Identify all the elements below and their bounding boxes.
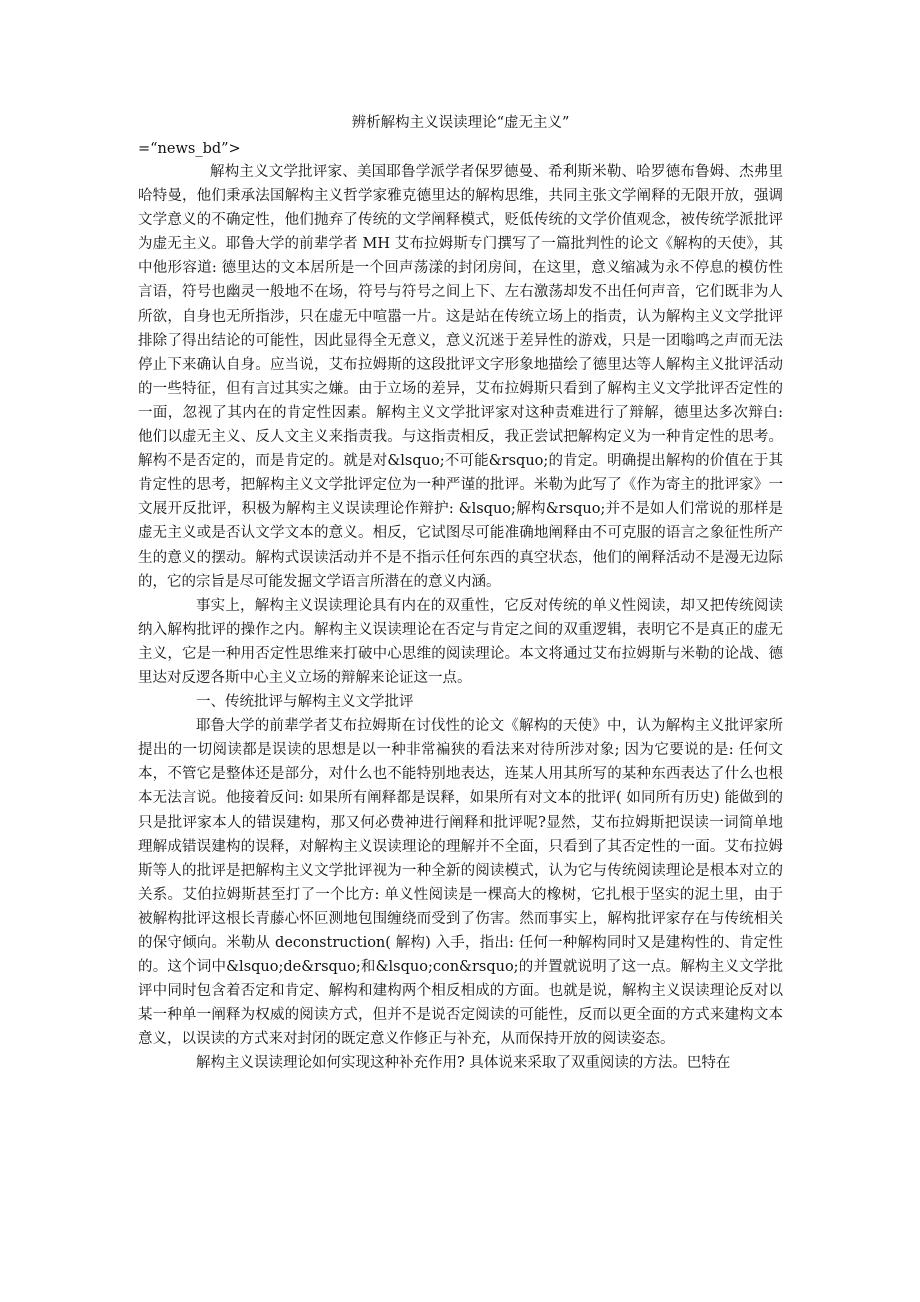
paragraph-4: 解构主义误读理论如何实现这种补充作用? 具体说来采取了双重阅读的方法。巴特在 — [196, 1055, 731, 1072]
document-title: 辨析解构主义误读理论“虚无主义” — [351, 115, 570, 131]
document-page — [138, 112, 783, 1076]
markup-artifact-line: =“news_bd”> — [138, 141, 241, 157]
paragraph-3: 耶鲁大学的前辈学者艾布拉姆斯在讨伐性的论文《解构的天使》中，认为解构主义批评家所提出的一切阅读都是误读的思想是以一种非常褊狭的看法来对待所涉对象; 因为它要说的是: 任何文本，不管它是整体还是部分，对什么也不能特别地表达，连某人用其所写的某种东西表达了什么也根本无法言说。他接着反问: 如果所有阐释都是误释，如果所有对文本的批评( 如同所有历史) 能做到的只是批评家本人的错误建构，那又何必费神进行阐释和批评呢?显然，艾布拉姆斯把误读一词简单地理解成错误建构的误释，对解构主义误读理论的理解并不全面，只看到了其否定性的一面。艾布拉姆斯等人的批评是把解构主义文学批评视为一种全新的阅读模式，认为它与传统阅读理论是根本对立的关系。艾伯拉姆斯甚至打了一个比方: 单义性阅读是一棵高大的橡树，它扎根于坚实的泥土里，由于被解构批评这根长青藤心怀叵测地包围缠绕而受到了伤害。然而事实上，解构批评家存在与传统相关的保守倾向。米勒从 deconstruction( 解构) 入手，指出: 任何一种解构同时又是建构性的、肯定性的。这个词中&lsquo;de&rsquo;和&lsquo;con&rsquo;的并置就说明了这一点。解构主义文学批评中同时包含着否定和肯定、解构和建构两个相反相成的方面。也就是说，解构主义误读理论反对以某一种单一阐释为权威的阅读方式，但并不是说否定阅读的可能性，反而以更全面的方式来建构文本意义，以误读的方式来对封闭的既定意义作修正与补充，从而保持开放的阅读姿态。 — [138, 718, 783, 1048]
section-heading-1: 一、传统批评与解构主义文学批评 — [196, 694, 414, 711]
paragraph-2: 事实上，解构主义误读理论具有内在的双重性，它反对传统的单义性阅读，却又把传统阅读纳入解构批评的操作之内。解构主义误读理论在否定与肯定之间的双重逻辑，表明它不是真正的虚无主义，它是一种用否定性思维来打破中心思维的阅读理论。本文将通过艾布拉姆斯与米勒的论战、德里达对反逻各斯中心主义立场的辩解来论证这一点。 — [138, 597, 783, 686]
paragraph-1: 解构主义文学批评家、美国耶鲁学派学者保罗德曼、希利斯米勒、哈罗德布鲁姆、杰弗里哈特曼，他们秉承法国解构主义哲学家雅克德里达的解构思维，共同主张文学阐释的无限开放，强调文学意义的不确定性，他们抛弃了传统的文学阐释模式，贬低传统的文学价值观念，被传统学派批评为虚无主义。耶鲁大学的前辈学者 MH 艾布拉姆斯专门撰写了一篇批判性的论文《解构的天使》，其中他形容道: 德里达的文本居所是一个回声荡漾的封闭房间，在这里，意义缩减为永不停息的模仿性言语，符号也幽灵一般地不在场，符号与符号之间上下、左右激荡却发不出任何声音，它们既非为人所欲，自身也无所指涉，只在虚无中喧嚣一片。这是站在传统立场上的指责，认为解构主义文学批评排除了得出结论的可能性，因此显得全无意义，意义沉迷于差异性的游戏，只是一团嗡鸣之声而无法停止下来确认自身。应当说，艾布拉姆斯的这段批评文字形象地描绘了德里达等人解构主义批评活动的一些特征，但有言过其实之嫌。由于立场的差异，艾布拉姆斯只看到了解构主义文学批评否定性的一面，忽视了其内在的肯定性因素。解构主义文学批评家对这种责难进行了辩解，德里达多次辩白: 他们以虚无主义、反人文主义来指责我。与这指责相反，我正尝试把解构定义为一种肯定性的思考。 解构不是否定的，而是肯定的。就是对&lsquo;不可能&rsquo;的肯定。明确提出解构的价值在于其肯定性的思考，把解构主义文学批评定位为一种严谨的批评。米勒为此写了《作为寄主的批评家》一文展开反批评，积极为解构主义误读理论作辩护: &lsquo;解构&rsquo;并不是如人们常说的那样是虚无主义或是否认文学文本的意义。相反，它试图尽可能准确地阐释由不可克服的语言之象征性所产生的意义的摆动。解构式误读活动并不是不指示任何东西的真空状态，他们的阐释活动不是漫无边际的，它的宗旨是尽可能发掘文学语言所潜在的意义内涵。 — [138, 164, 783, 590]
